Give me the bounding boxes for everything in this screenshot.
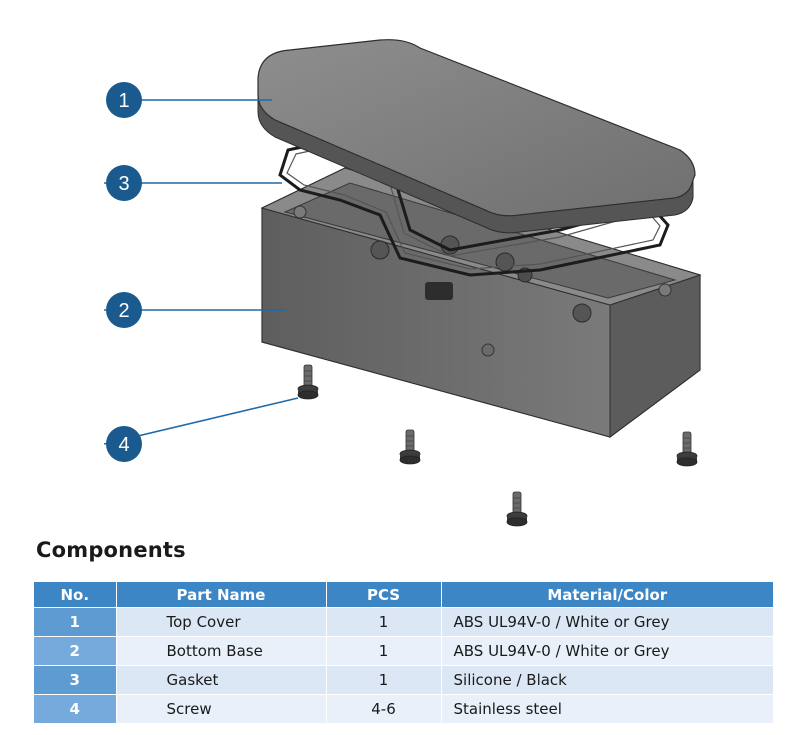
header-no: No. — [34, 582, 116, 608]
cell-no: 3 — [34, 666, 116, 695]
table-row — [34, 695, 773, 724]
cell-material: Silicone / Black — [441, 666, 773, 695]
screw-part — [400, 430, 420, 464]
cell-pcs: 1 — [326, 608, 441, 637]
cell-material: ABS UL94V-0 / White or Grey — [441, 608, 773, 637]
screw-part — [507, 492, 527, 526]
cell-no: 1 — [34, 608, 116, 637]
cell-material: ABS UL94V-0 / White or Grey — [441, 637, 773, 666]
cell-part-name: Bottom Base — [116, 637, 326, 666]
table-row — [34, 666, 773, 695]
header-material-color: Material/Color — [441, 582, 773, 608]
screw-part — [298, 365, 318, 399]
table-row — [34, 608, 773, 637]
callout-1 — [106, 82, 142, 118]
callout-3 — [106, 165, 142, 201]
cell-part-name: Screw — [116, 695, 326, 724]
svg-text:3: 3 — [118, 173, 130, 195]
header-part-name: Part Name — [116, 582, 326, 608]
cell-pcs: 1 — [326, 666, 441, 695]
table-row — [34, 637, 773, 666]
cell-material: Stainless steel — [441, 695, 773, 724]
svg-text:4: 4 — [118, 434, 130, 456]
screw-part — [677, 432, 697, 466]
components-table — [34, 582, 774, 723]
cell-pcs: 4-6 — [326, 695, 441, 724]
svg-text:2: 2 — [118, 300, 130, 322]
cell-part-name: Top Cover — [116, 608, 326, 637]
cell-pcs: 1 — [326, 637, 441, 666]
cell-no: 4 — [34, 695, 116, 724]
svg-text:1: 1 — [118, 90, 130, 112]
cell-part-name: Gasket — [116, 666, 326, 695]
callout-4 — [106, 426, 142, 462]
components-heading: Components — [36, 538, 186, 562]
callout-2 — [106, 292, 142, 328]
header-pcs: PCS — [326, 582, 441, 608]
cell-no: 2 — [34, 637, 116, 666]
table-header-row — [34, 582, 773, 608]
